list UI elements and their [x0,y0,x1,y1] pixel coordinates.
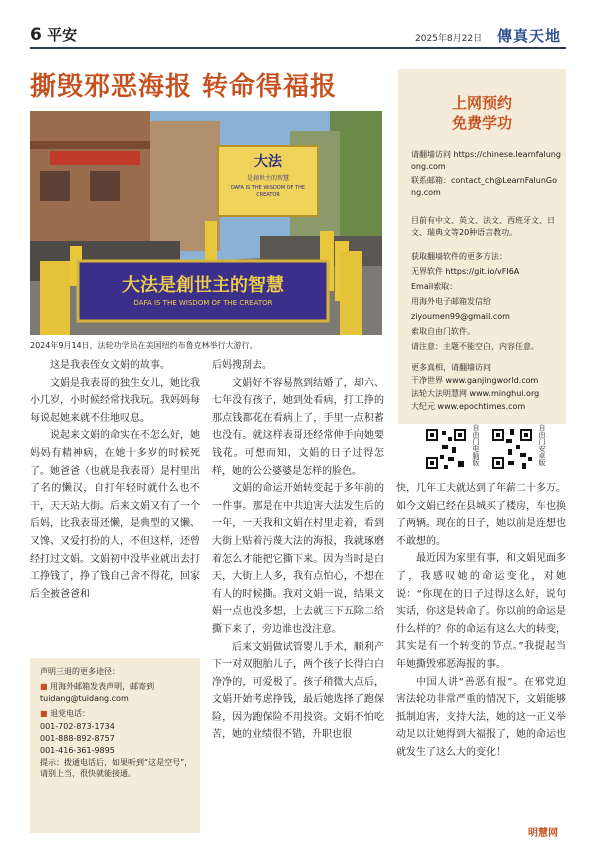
col2-paragraph: 后来文娟做试管婴儿手术，顺利产下一对双胞胎儿子，两个孩子长得白白净净的，可爱极了。孩子稍微大点后，文娟开始考虑挣钱，最后她选择了跑保险，因为跑保险不用投资。文娟不怕吃苦，她的业绩很不错，升职也很 [212,641,384,741]
col3-paragraph: 中国人讲“善恶有报”。在邪党迫害法轮功非常严重的情况下，文娟能够抵制迫害，支持大法，她的这一正义举动足以让她得到大福报了，她的命运也就发生了这么大的变化！ [396,676,566,758]
sidebar-minghui-link: 法轮大法明慧网 www.minghui.org [411,389,540,398]
sidebar-epochtimes-link: 大纪元 www.epochtimes.com [411,402,526,411]
qr-desktop-label: 自由门电脑版 [472,424,480,466]
statement-email-item [40,681,200,692]
sidebar-email-request: Email索取： [411,282,458,291]
bullet-square-icon: ■ [40,682,51,691]
statement-note: 提示：拨通电话后，如果听到“这是空号”，请别上当，很快就能接通。 [40,758,193,779]
issue-date: 2025年8月22日 [415,34,483,44]
qr-code-android-icon [490,427,534,471]
sidebar-title-line2: 免费学功 [451,114,512,132]
article-headline: 撕毁邪恶海报 转命得福报 [30,72,338,102]
sidebar-email-text: 联系邮箱：contact_ch@LearnFalunGong.com [411,176,557,197]
photo-caption: 2024年9月14日，法轮功学员在美国纽约布鲁克林举行大游行。 [30,341,258,350]
page-number: 6 [30,25,42,45]
statement-phone-2: 001-888-892-8757 [40,734,115,743]
qr-code-desktop-icon [424,427,468,471]
statement-title: 声明三退的更多途径： [40,667,120,676]
sidebar-ganjing-link: 干净世界 www.ganjingworld.com [411,376,539,385]
statement-phone-3: 001-416-361-9895 [40,746,115,755]
top-sign-main: 大法 [254,154,282,170]
col2-paragraph: 文娟的命运开始转变起于多年前的一件事。那是在中共迫害大法发生后的一年，一天我和文娟在村里走着，看到大街上贴着污蔑大法的海报，我就琢磨着怎么才能把它撕下来。因为当时是白天，大街上人多，我有点怕心，不想在有人的时候撕。我对文娟一说，结果文娟一点也没多想，上去就三下五除二给撕下来了，旁边谁也没注意。 [212,483,384,635]
top-sign-sub: 是創世主的智慧 [246,175,289,182]
col2-paragraph: 文娟好不容易熬到结婚了，却六、七年没有孩子，她到处看病，打工挣的那点钱都花在看病上了，手里一点积蓄也没有。就这样表哥还经常伸手向她要钱花。可想而知，文娟的日子过得怎样，她的公公婆婆是怎样的脸色。 [212,377,384,477]
header-divider [30,47,566,49]
banner-main-text: 大法是創世主的智慧 [122,275,284,296]
article-column-2 [212,357,384,744]
sidebar-overseas-email: 用海外电子邮箱发信给 [411,297,491,306]
sidebar-languages-text: 目前有中文、英文、法文、西班牙文、日文、瑞典文等20种语言教功。 [411,216,555,237]
statement-phone-1: 001-702-873-1734 [40,722,115,731]
sidebar-wujie-link: 无界软件 https://git.io/vFI6A [411,267,520,276]
article-column-1 [30,357,200,603]
learn-practice-sidebar [398,69,566,424]
page-section-label [30,24,77,45]
col1-paragraph: 说起来文娟的命实在不怎么好，她妈妈有精神病，在她十多岁的时候死了。她爸爸（也就是我表哥）是村里出了名的懒汉，自打年轻时就什么也不干，天天站大街。后来文娟又有了一个后妈，比我表哥还懒，是典型的又懒、又馋、又爱打扮的人，不但这样，还曾经打过文娟。文娟初中没毕业就出去打工挣钱了，挣了钱自己舍不得花，回家后全被爸爸和 [30,430,200,600]
sidebar-note: 请注意：主题不能空白，内容任意。 [411,342,539,351]
article-column-3 [396,480,566,762]
sidebar-more-truth: 更多真相，请翻墙访问 [411,363,491,372]
sidebar-title [398,93,566,133]
col1-paragraph: 文娟是我表哥的独生女儿，她比我小几岁，小时候经常找我玩。我妈妈每每说起她来就不住地叹息。 [30,377,200,424]
sidebar-vpn-heading: 获取翻墙软件的更多方法： [411,252,507,261]
sidebar-site-text: 请翻墙访问 https://chinese.learnfalungong.com [411,150,561,171]
article-source: 明慧网 [528,828,558,839]
col1-paragraph: 这是我表侄女文娟的故事。 [50,360,170,371]
bullet-square-icon: ■ [40,709,51,718]
sandui-statement-box [30,658,200,833]
statement-item2-text: 退党电话： [50,709,91,718]
qr-android-label: 自由门安卓版 [538,424,546,466]
sidebar-ziyoumen-request: 索取自由门软件。 [411,327,475,336]
section-name: 平安 [47,26,78,44]
parade-photo [30,111,382,335]
col3-paragraph: 最近因为家里有事，和文娟见面多了，我感叹她的命运变化，对她说：“你现在的日子过得这么好，说句实话，你这是转命了。你以前的命运是什么样的？你的命运有这么大的转变，其实是有一个转变的节点。”我提起当年她撕毁邪恶海报的事。 [396,553,566,670]
col2-paragraph: 后妈搜刮去。 [212,360,272,371]
top-sign-english: DAFA IS THE WISDOM OF THE CREATOR [230,185,306,198]
col3-paragraph: 快，几年工夫就达到了年薪二十多万。如今文娟已经在县城买了楼房，车也换了两辆。现在的日子，她以前是连想也不敢想的。 [396,483,566,547]
sidebar-title-line1: 上网预约 [451,94,512,112]
newspaper-logo: 傳真天地 [497,27,562,45]
statement-phone-item [40,708,200,719]
statement-email-address: tuidang@tuidang.com [40,694,129,703]
statement-item1-text: 用海外邮箱发表声明，邮寄到 [50,682,155,691]
sidebar-ziyoumen-email: ziyoumen99@gmail.com [411,312,510,321]
banner-english-text: DAFA IS THE WISDOM OF THE CREATOR [133,299,273,307]
